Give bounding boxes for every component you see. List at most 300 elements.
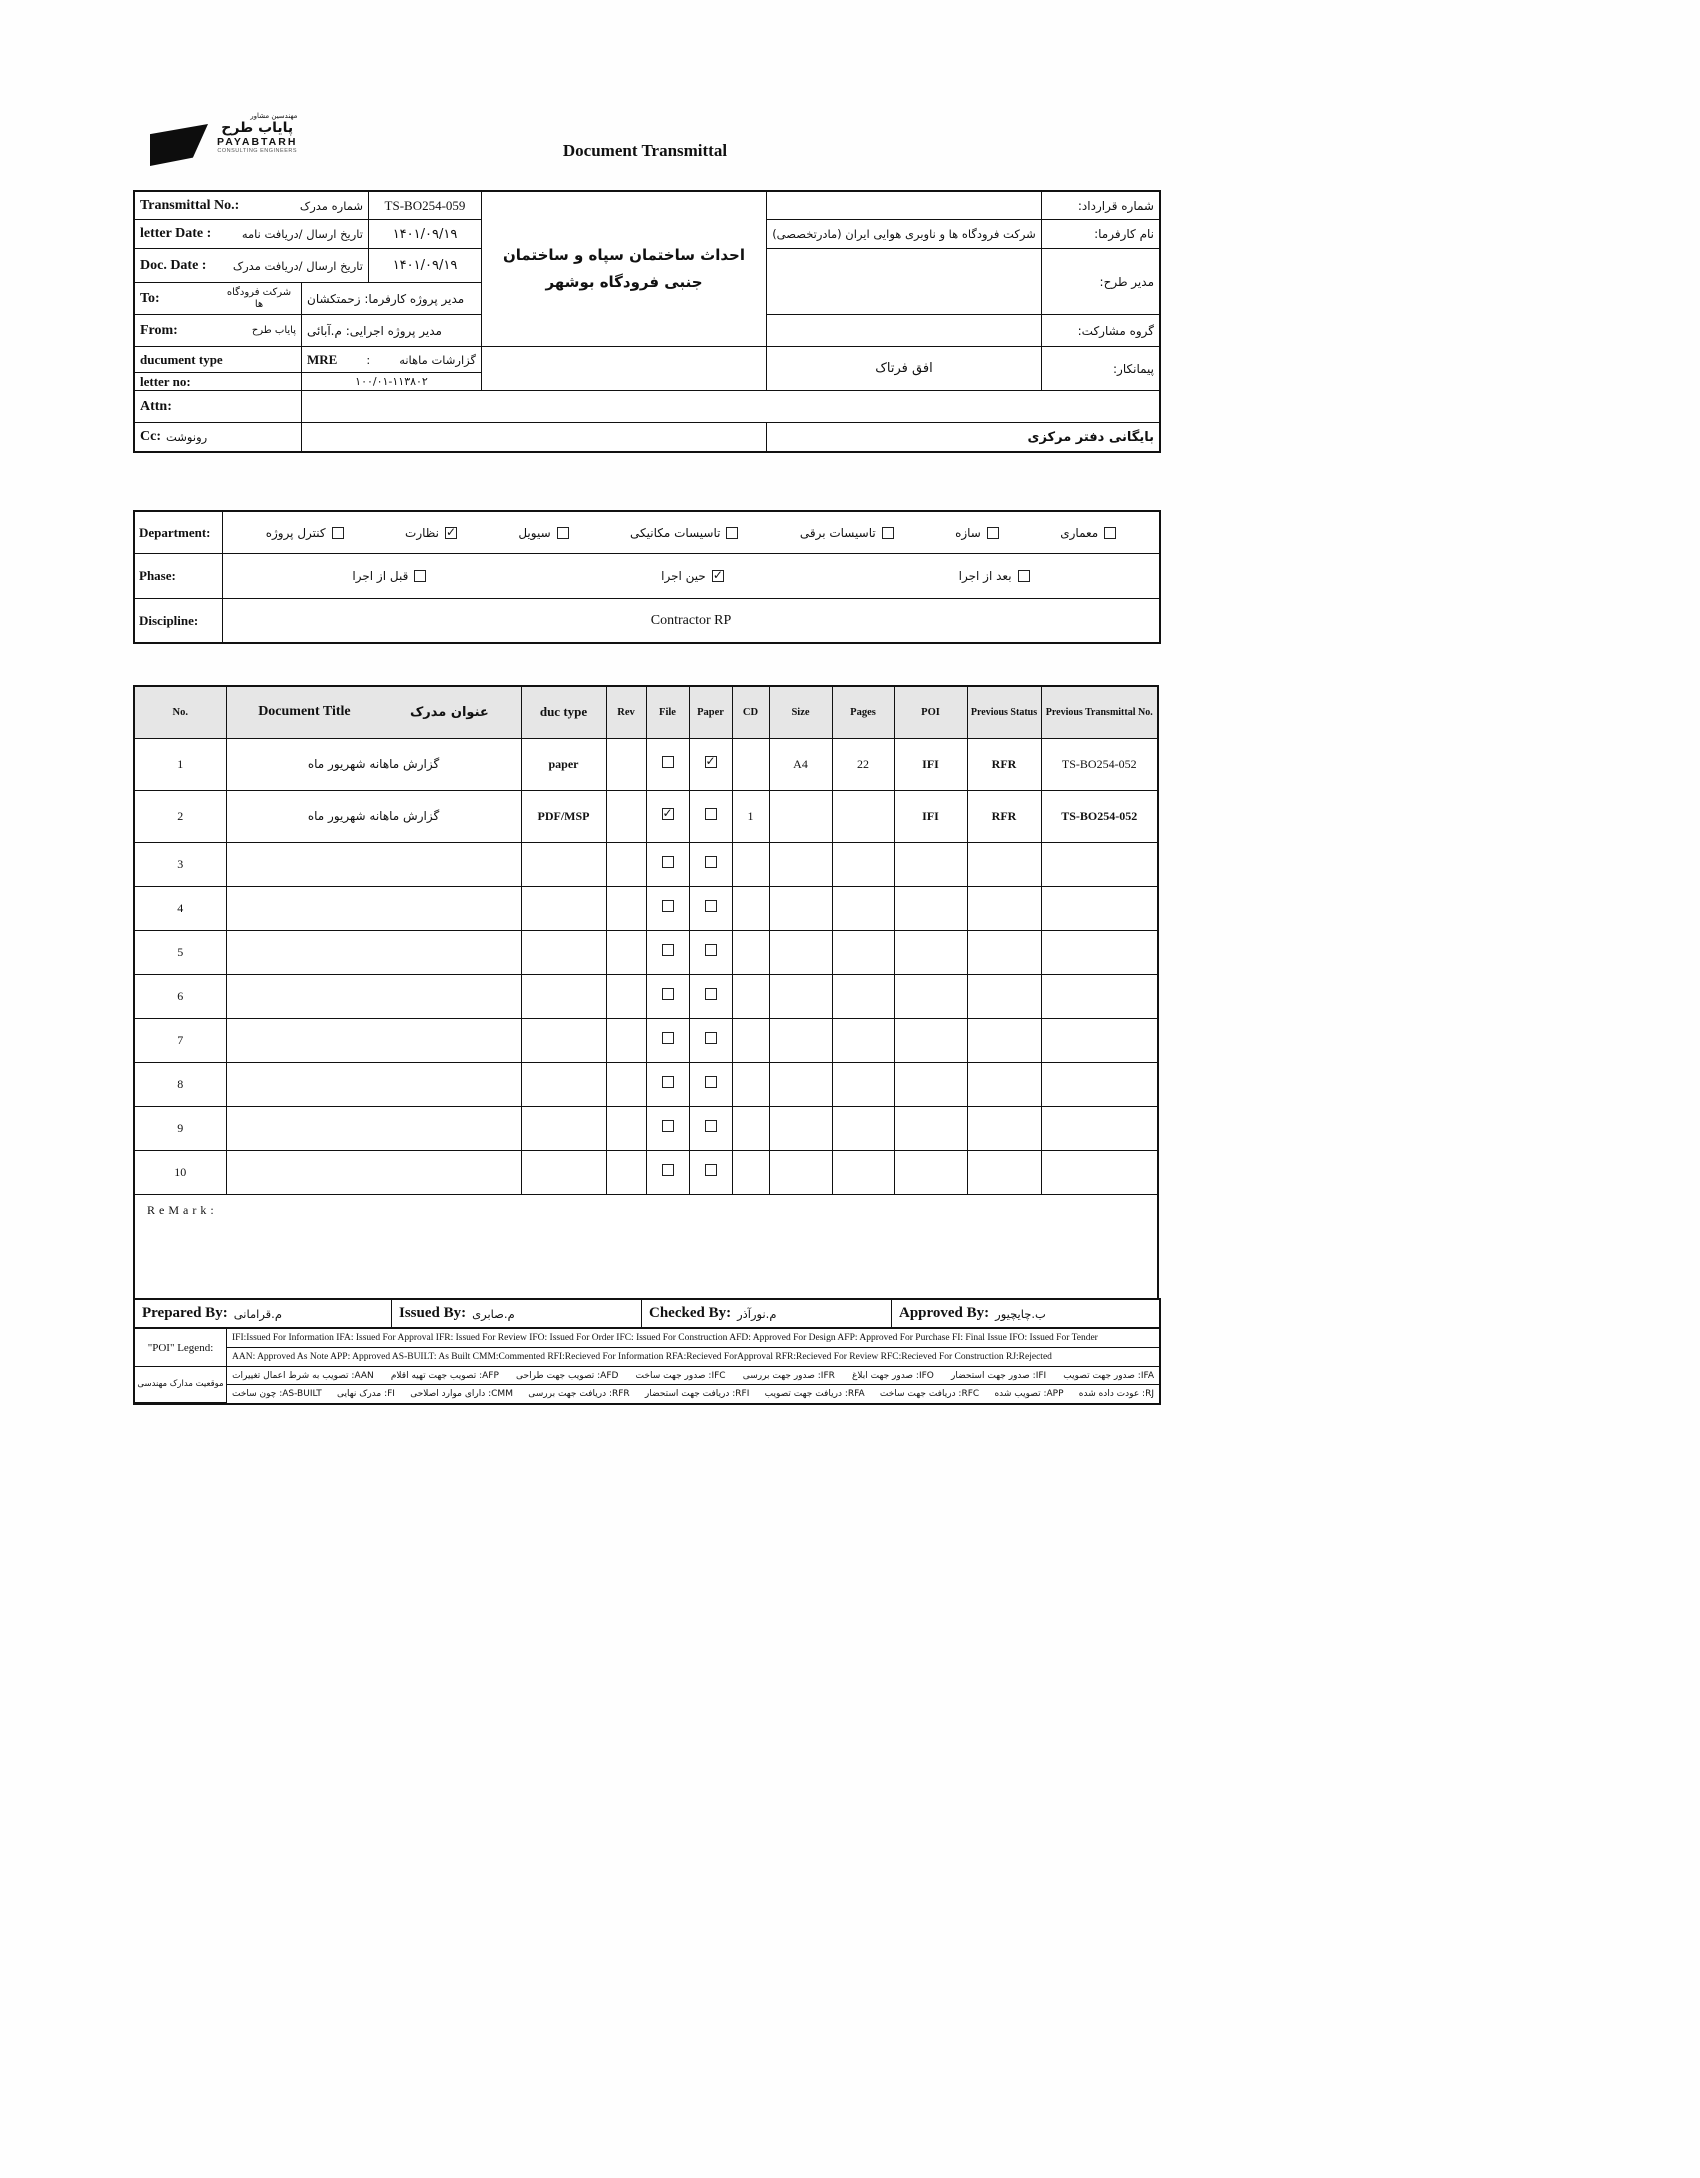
- document-title: [226, 930, 521, 974]
- header-no: No.: [134, 686, 226, 738]
- jv-group-label: گروه مشارکت:: [1077, 323, 1154, 338]
- cd-cell: [732, 1062, 769, 1106]
- file-checkbox-cell: [646, 1150, 689, 1194]
- size-cell: A4: [769, 738, 832, 790]
- previous-status-cell: RFR: [967, 738, 1041, 790]
- letter-no-value-cell: [302, 373, 482, 391]
- paper-checkbox-cell: [689, 1062, 732, 1106]
- poi-cell: [894, 886, 967, 930]
- pages-cell: [832, 930, 894, 974]
- pages-cell: [832, 842, 894, 886]
- cd-cell: 1: [732, 790, 769, 842]
- rev-cell: [606, 886, 646, 930]
- cc-label-en: Cc:: [140, 429, 161, 444]
- paper-checkbox-cell: [689, 738, 732, 790]
- doc-type: [521, 1018, 606, 1062]
- document-type-label-cell: [135, 347, 302, 373]
- attn-label-cell: [135, 391, 302, 423]
- document-list-table: [133, 685, 1159, 1317]
- doc-row-number: 10: [134, 1150, 226, 1194]
- letter-date-label-en: letter Date :: [140, 226, 212, 241]
- department-option-label: تاسیسات برقی: [799, 525, 876, 540]
- file-checkbox-cell: [646, 974, 689, 1018]
- poi-cell: [894, 974, 967, 1018]
- legend-item-fi: FI: مدرک نهایی: [337, 1389, 395, 1399]
- legend-item-ifr: IFR: صدور جهت بررسی: [742, 1370, 835, 1381]
- paper-checkbox: [705, 756, 717, 768]
- cd-cell: [732, 842, 769, 886]
- file-checkbox: [662, 808, 674, 820]
- doc-table-row: [134, 842, 1158, 886]
- doc-row-number: 7: [134, 1018, 226, 1062]
- poi-cell: IFI: [894, 738, 967, 790]
- transmittal-no-label-en: Transmittal No.:: [140, 197, 240, 213]
- rev-cell: [606, 1062, 646, 1106]
- transmittal-no-value-cell: [369, 192, 482, 220]
- checkbox-unchecked: [1018, 570, 1030, 582]
- letter-date-label-fa: تاریخ ارسال /دریافت نامه: [241, 227, 363, 241]
- header-cd: CD: [732, 686, 769, 738]
- attn-label: Attn:: [140, 398, 172, 414]
- paper-checkbox-cell: [689, 930, 732, 974]
- pages-cell: [832, 974, 894, 1018]
- page-title: Document Transmittal: [562, 141, 728, 160]
- pages-cell: [832, 1150, 894, 1194]
- letter-no-label-cell: [135, 373, 302, 391]
- department-option-label: سازه: [955, 525, 981, 540]
- file-checkbox-cell: [646, 886, 689, 930]
- cd-cell: [732, 1106, 769, 1150]
- legend-approved-codes-row: AAN: Approved As Note APP: Approved AS-BUILT: As Built CMM:Commented RFI:Recieved For Information RFA:Recieved ForApproval RFR:Recieved For Review RFC:Recieved For Construction RJ:Rejected: [227, 1348, 1159, 1367]
- to-label-cell: [135, 283, 302, 315]
- size-cell: [769, 1106, 832, 1150]
- issued-by-name: م.صابری: [472, 1306, 515, 1321]
- paper-checkbox-cell: [689, 790, 732, 842]
- size-cell: [769, 842, 832, 886]
- file-checkbox-cell: [646, 1062, 689, 1106]
- from-label-cell: [135, 315, 302, 347]
- header-paper: Paper: [689, 686, 732, 738]
- doc-table-row: [134, 930, 1158, 974]
- design-manager-label: مدیر طرح:: [1099, 274, 1154, 289]
- size-cell: [769, 790, 832, 842]
- checked-by-label: Checked By:: [649, 1305, 732, 1321]
- phase-option-2: [661, 569, 724, 583]
- contractor-name: افق فرتاک: [875, 361, 933, 376]
- to-label-fa: شرکت فرودگاه ها: [226, 287, 292, 310]
- letter-date-label-cell: [135, 220, 369, 249]
- legend-item-rfr: RFR: دریافت جهت بررسی: [528, 1389, 630, 1399]
- doc-type: [521, 1150, 606, 1194]
- poi-cell: [894, 1106, 967, 1150]
- cc-central-archive: بایگانی دفتر مرکزی: [1027, 429, 1154, 445]
- legend-item-ifc: IFC: صدور جهت ساخت: [635, 1370, 726, 1381]
- rev-cell: [606, 1150, 646, 1194]
- prepared-by-label: Prepared By:: [142, 1305, 228, 1321]
- engineering-docs-status-label: موقعیت مدارک مهندسی: [135, 1367, 227, 1403]
- legend-issued-codes-row: IFI:Issued For Information IFA: Issued For Approval IFR: Issued For Review IFO: Issued For Order IFC: Issued For Construction AFD: Approved For Design AFP: Approved For Purchase FI: Final Issue IFO: Issued For Tender: [227, 1329, 1159, 1348]
- department-option-label: معماری: [1060, 525, 1099, 540]
- pages-cell: [832, 790, 894, 842]
- document-title: گزارش ماهانه شهریور ماه: [226, 790, 521, 842]
- file-checkbox: [662, 944, 674, 956]
- rev-cell: [606, 842, 646, 886]
- doc-table-row: [134, 1018, 1158, 1062]
- document-table-body: [134, 738, 1158, 1194]
- header-table: [133, 190, 1161, 453]
- doc-table-row: [134, 974, 1158, 1018]
- department-option-7: [1060, 526, 1116, 540]
- client-project-manager: مدیر پروژه کارفرما: زحمتکشان: [307, 291, 465, 306]
- doc-type: paper: [521, 738, 606, 790]
- contract-no-label-cell: [1042, 192, 1159, 220]
- doc-type: [521, 842, 606, 886]
- paper-checkbox: [705, 808, 717, 820]
- size-cell: [769, 1150, 832, 1194]
- file-checkbox-cell: [646, 930, 689, 974]
- document-title: [226, 886, 521, 930]
- empty-cell: [482, 347, 767, 391]
- issued-by-label: Issued By:: [399, 1305, 467, 1321]
- legend-fa-row-2: [227, 1385, 1159, 1403]
- from-field-cell: [302, 315, 482, 347]
- doc-row-number: 2: [134, 790, 226, 842]
- poi-legend-label: "POI" Legend:: [135, 1329, 227, 1367]
- pages-cell: [832, 1106, 894, 1150]
- legend-item-as-built: AS-BUILT: چون ساخت: [232, 1389, 322, 1399]
- header-poi: POI: [894, 686, 967, 738]
- department-option-label: نظارت: [405, 525, 439, 540]
- doc-date-label-en: Doc. Date :: [140, 257, 207, 273]
- doc-table-row: [134, 790, 1158, 842]
- doc-table-row: [134, 1150, 1158, 1194]
- header-rev: Rev: [606, 686, 646, 738]
- file-checkbox-cell: [646, 738, 689, 790]
- doc-type: [521, 974, 606, 1018]
- contractor-label: پیمانکار:: [1112, 361, 1154, 376]
- previous-transmittal-cell: [1041, 1018, 1158, 1062]
- phase-option-label: بعد از اجرا: [958, 569, 1012, 583]
- from-label-fa: پایاب طرح: [251, 324, 296, 336]
- logo-brand-en: PAYABTARH: [217, 136, 298, 149]
- paper-checkbox-cell: [689, 1018, 732, 1062]
- from-label-en: From:: [140, 322, 178, 338]
- doc-table-row: [134, 886, 1158, 930]
- cc-label-fa: رونوشت: [166, 430, 208, 444]
- file-checkbox-cell: [646, 1106, 689, 1150]
- legend-item-rfc: RFC: دریافت جهت ساخت: [879, 1389, 980, 1399]
- checkbox-unchecked: [414, 570, 426, 582]
- doc-type: [521, 886, 606, 930]
- header-title-fa: عنوان مدرک: [410, 704, 489, 720]
- file-checkbox: [662, 988, 674, 1000]
- previous-transmittal-cell: TS-BO254-052: [1041, 790, 1158, 842]
- to-label-en: To:: [140, 290, 160, 306]
- previous-transmittal-cell: [1041, 1062, 1158, 1106]
- department-options: [223, 512, 1159, 554]
- poi-cell: [894, 1062, 967, 1106]
- client-name-cell: [767, 220, 1042, 249]
- contractor-name-cell: [767, 347, 1042, 391]
- department-option-label: کنترل پروژه: [265, 525, 326, 540]
- file-checkbox: [662, 900, 674, 912]
- document-type-code: MRE: [307, 351, 338, 367]
- approved-by-label: Approved By:: [899, 1305, 990, 1321]
- previous-transmittal-cell: [1041, 1106, 1158, 1150]
- header-duc-type: duc type: [521, 686, 606, 738]
- size-cell: [769, 974, 832, 1018]
- paper-checkbox-cell: [689, 974, 732, 1018]
- paper-checkbox-cell: [689, 842, 732, 886]
- poi-cell: [894, 842, 967, 886]
- phase-option-label: قبل از اجرا: [352, 569, 409, 583]
- legend-item-app: APP: تصویب شده: [994, 1389, 1064, 1399]
- signature-row: [133, 1298, 1161, 1329]
- pages-cell: [832, 1018, 894, 1062]
- file-checkbox: [662, 1032, 674, 1044]
- transmittal-no-label-cell: [135, 192, 369, 220]
- previous-status-cell: RFR: [967, 790, 1041, 842]
- department-option-3: [518, 526, 568, 540]
- doc-type: [521, 930, 606, 974]
- department-option-label: تاسیسات مکانیکی: [630, 525, 721, 540]
- previous-transmittal-cell: [1041, 930, 1158, 974]
- document-title: [226, 1018, 521, 1062]
- paper-checkbox: [705, 856, 717, 868]
- cd-cell: [732, 886, 769, 930]
- doc-row-number: 1: [134, 738, 226, 790]
- document-title: [226, 1062, 521, 1106]
- header-file: File: [646, 686, 689, 738]
- doc-row-number: 6: [134, 974, 226, 1018]
- phase-options: [223, 554, 1159, 599]
- previous-transmittal-cell: [1041, 842, 1158, 886]
- doc-date-value: ۱۴۰۱/۰۹/۱۹: [392, 258, 458, 273]
- department-option-5: [800, 526, 894, 540]
- file-checkbox-cell: [646, 842, 689, 886]
- issued-by-cell: [392, 1300, 642, 1327]
- classification-table: [133, 510, 1161, 644]
- previous-transmittal-cell: TS-BO254-052: [1041, 738, 1158, 790]
- paper-checkbox: [705, 988, 717, 1000]
- client-label-cell: [1042, 220, 1159, 249]
- client-label: نام کارفرما:: [1094, 227, 1154, 241]
- cd-cell: [732, 1150, 769, 1194]
- department-option-6: [955, 526, 999, 540]
- poi-cell: [894, 1018, 967, 1062]
- doc-date-label-cell: [135, 249, 369, 283]
- legend-item-rj: RJ: عودت داده شده: [1078, 1389, 1154, 1399]
- file-checkbox: [662, 756, 674, 768]
- pages-cell: [832, 1062, 894, 1106]
- file-checkbox: [662, 856, 674, 868]
- file-checkbox: [662, 1164, 674, 1176]
- cc-central-archive-cell: [767, 423, 1159, 451]
- rev-cell: [606, 974, 646, 1018]
- checkbox-unchecked: [726, 527, 738, 539]
- paper-checkbox-cell: [689, 1150, 732, 1194]
- cd-cell: [732, 1018, 769, 1062]
- previous-status-cell: [967, 1150, 1041, 1194]
- discipline-label: Discipline:: [135, 599, 223, 642]
- checked-by-cell: [642, 1300, 892, 1327]
- doc-row-number: 5: [134, 930, 226, 974]
- checkbox-unchecked: [987, 527, 999, 539]
- poi-cell: IFI: [894, 790, 967, 842]
- poi-cell: [894, 930, 967, 974]
- paper-checkbox-cell: [689, 886, 732, 930]
- discipline-value: Contractor RP: [650, 612, 732, 628]
- approved-by-name: ب.چایچیور: [995, 1306, 1046, 1321]
- doc-date-label-fa: تاریخ ارسال /دریافت مدرک: [232, 258, 363, 273]
- paper-checkbox: [705, 900, 717, 912]
- cd-cell: [732, 738, 769, 790]
- phase-option-1: [352, 569, 426, 583]
- document-table-header: [134, 686, 1158, 738]
- transmittal-no-label-fa: شماره مدرک: [299, 198, 363, 213]
- design-manager-label-cell: [1042, 249, 1159, 315]
- client-name: شرکت فرودگاه ها و ناوبری هوایی ایران (مادرتخصصی): [772, 227, 1036, 241]
- file-checkbox: [662, 1120, 674, 1132]
- paper-checkbox: [705, 1076, 717, 1088]
- previous-status-cell: [967, 1018, 1041, 1062]
- cd-cell: [732, 974, 769, 1018]
- header-document-title: [226, 686, 521, 738]
- doc-type: PDF/MSP: [521, 790, 606, 842]
- rev-cell: [606, 1018, 646, 1062]
- document-title: [226, 842, 521, 886]
- header-previous-transmittal-no: Previous Transmittal No.: [1041, 686, 1158, 738]
- paper-checkbox: [705, 1164, 717, 1176]
- doc-row-number: 8: [134, 1062, 226, 1106]
- file-checkbox: [662, 1076, 674, 1088]
- checkbox-unchecked: [332, 527, 344, 539]
- document-type-value-fa: گزارشات ماهانه: [399, 352, 476, 367]
- document-title: [226, 1150, 521, 1194]
- previous-status-cell: [967, 974, 1041, 1018]
- previous-transmittal-cell: [1041, 974, 1158, 1018]
- rev-cell: [606, 930, 646, 974]
- checked-by-name: م.نورآذر: [737, 1306, 777, 1321]
- phase-label: Phase:: [135, 554, 223, 599]
- remark-label: ReMark:: [147, 1202, 218, 1217]
- logo-subtitle-en: CONSULTING ENGINEERS: [217, 148, 297, 155]
- legend-item-ifo: IFO: صدور جهت ابلاغ: [852, 1370, 934, 1381]
- legend-item-rfa: RFA: دریافت جهت تصویب: [764, 1389, 865, 1399]
- size-cell: [769, 886, 832, 930]
- size-cell: [769, 1062, 832, 1106]
- executive-project-manager: مدیر پروژه اجرایی: م.آبائی: [307, 323, 442, 338]
- jv-group-value-cell: [767, 315, 1042, 347]
- department-option-4: [630, 526, 738, 540]
- size-cell: [769, 930, 832, 974]
- doc-table-row: [134, 1106, 1158, 1150]
- letter-date-value-cell: [369, 220, 482, 249]
- legend-item-ifi: IFI: صدور جهت استحضار: [951, 1370, 1047, 1381]
- header-title-en: Document Title: [258, 704, 351, 720]
- letter-date-value: ۱۴۰۱/۰۹/۱۹: [392, 226, 458, 242]
- prepared-by-cell: [135, 1300, 392, 1327]
- previous-transmittal-cell: [1041, 1150, 1158, 1194]
- previous-status-cell: [967, 1062, 1041, 1106]
- checkbox-unchecked: [1104, 527, 1116, 539]
- pages-cell: [832, 886, 894, 930]
- department-option-1: [266, 526, 344, 540]
- rev-cell: [606, 1106, 646, 1150]
- doc-row-number: 9: [134, 1106, 226, 1150]
- legend-item-cmm: CMM: دارای موارد اصلاحی: [410, 1389, 513, 1399]
- to-field-cell: [302, 283, 482, 315]
- document-title: گزارش ماهانه شهریور ماه: [226, 738, 521, 790]
- header-previous-status: Previous Status: [967, 686, 1041, 738]
- checkbox-checked: [445, 527, 457, 539]
- design-manager-value-cell: [767, 249, 1042, 315]
- doc-type: [521, 1106, 606, 1150]
- previous-status-cell: [967, 886, 1041, 930]
- approved-by-cell: [892, 1300, 1159, 1327]
- cc-label-cell: [135, 423, 302, 451]
- contractor-label-cell: [1042, 347, 1159, 391]
- file-checkbox-cell: [646, 1018, 689, 1062]
- legend-item-afd: AFD: تصویب جهت طراحی: [516, 1370, 619, 1381]
- paper-checkbox: [705, 944, 717, 956]
- department-label: Department:: [135, 512, 223, 554]
- legend-item-ifa: IFA: صدور جهت تصویب: [1063, 1370, 1154, 1381]
- paper-checkbox: [705, 1120, 717, 1132]
- rev-cell: [606, 738, 646, 790]
- checkbox-unchecked: [882, 527, 894, 539]
- doc-type: [521, 1062, 606, 1106]
- prepared-by-name: م.قرامانی: [233, 1306, 282, 1321]
- legend-item-afp: AFP: تصویب جهت تهیه اقلام: [390, 1370, 499, 1381]
- doc-row-number: 4: [134, 886, 226, 930]
- header-size: Size: [769, 686, 832, 738]
- previous-status-cell: [967, 1106, 1041, 1150]
- document-title: [226, 1106, 521, 1150]
- phase-option-label: حین اجرا: [661, 569, 706, 583]
- checkbox-unchecked: [557, 527, 569, 539]
- legend-item-aan: AAN: تصویب به شرط اعمال تغییرات: [232, 1370, 374, 1381]
- pages-cell: 22: [832, 738, 894, 790]
- transmittal-no-value: TS-BO254-059: [384, 197, 466, 213]
- checkbox-checked: [712, 570, 724, 582]
- cd-cell: [732, 930, 769, 974]
- attn-value-cell: [302, 391, 1159, 423]
- poi-cell: [894, 1150, 967, 1194]
- doc-row-number: 3: [134, 842, 226, 886]
- phase-option-3: [959, 569, 1030, 583]
- legend-table: [133, 1327, 1161, 1405]
- logo-tagline-fa: مهندسین مشاور: [250, 112, 298, 120]
- cc-value-cell: [302, 423, 767, 451]
- letter-no-label: letter no:: [140, 373, 191, 389]
- project-title-cell: [482, 192, 767, 347]
- jv-group-label-cell: [1042, 315, 1159, 347]
- project-title: احداث ساختمان سپاه و ساختمان جنبی فرودگاه بوشهر: [502, 246, 746, 291]
- doc-date-value-cell: [369, 249, 482, 283]
- previous-status-cell: [967, 842, 1041, 886]
- header-pages: Pages: [832, 686, 894, 738]
- department-option-2: [405, 526, 457, 540]
- contract-no-label: شماره قرارداد:: [1077, 198, 1154, 213]
- size-cell: [769, 1018, 832, 1062]
- legend-fa-row-1: [227, 1367, 1159, 1385]
- doc-table-row: [134, 1062, 1158, 1106]
- rev-cell: [606, 790, 646, 842]
- document-type-separator: :: [366, 351, 371, 367]
- paper-checkbox: [705, 1032, 717, 1044]
- doc-table-row: [134, 738, 1158, 790]
